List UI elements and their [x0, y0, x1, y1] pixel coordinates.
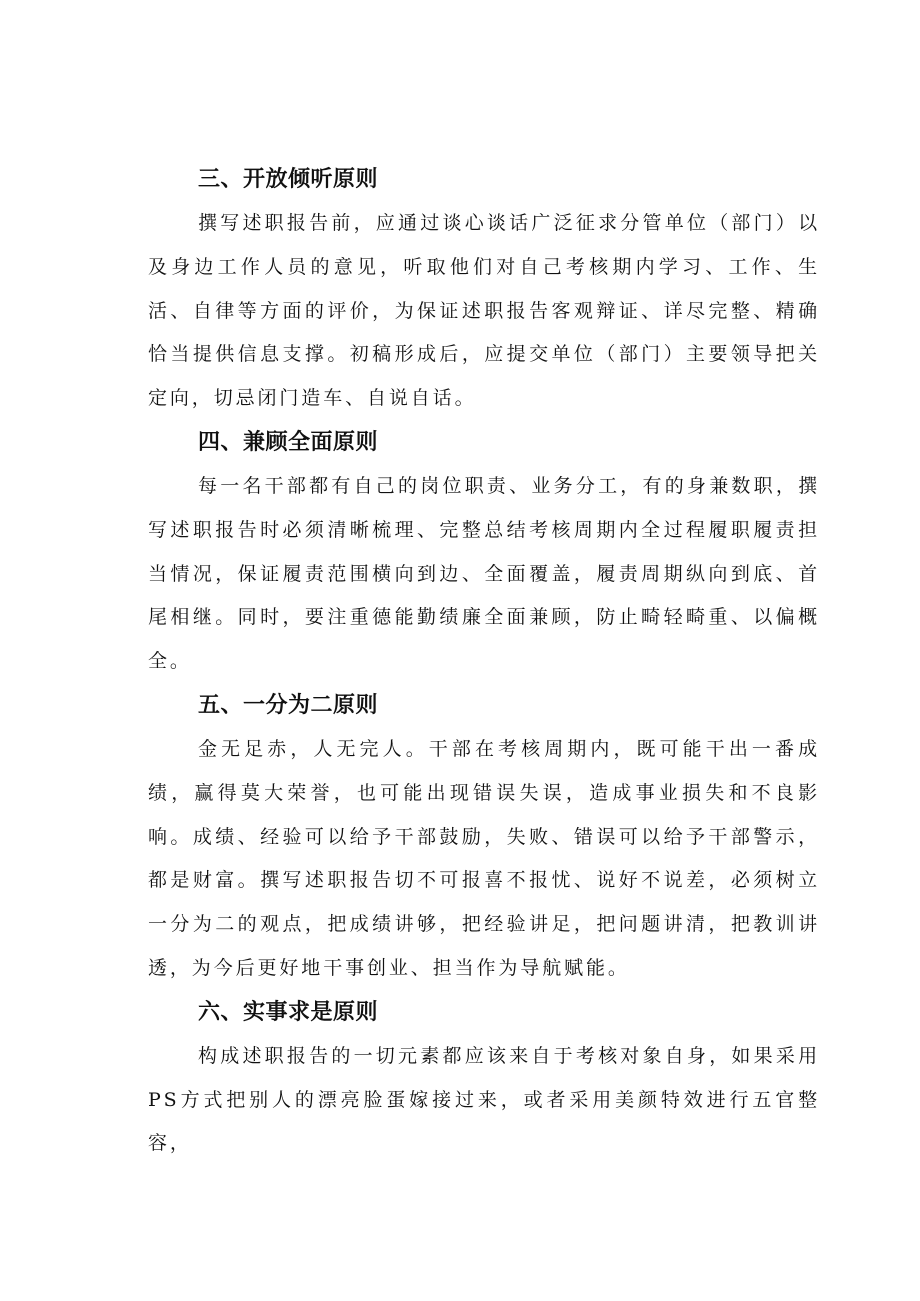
section-paragraph: 撰写述职报告前，应通过谈心谈话广泛征求分管单位（部门）以及身边工作人员的意见，听取他们对自己考核期内学习、工作、生活、自律等方面的评价，为保证述职报告客观辩证、详尽完整、精确恰当提供信息支撑。初稿形成后，应提交单位（部门）主要领导把关定向，切忌闭门造车、自说自话。	[148, 212, 820, 410]
section-paragraph: 每一名干部都有自己的岗位职责、业务分工，有的身兼数职，撰写述职报告时必须清晰梳理、完整总结考核周期内全过程履职履责担当情况，保证履责范围横向到边、全面覆盖，履责周期纵向到底、首尾相继。同时，要注重德能勤绩廉全面兼顾，防止畸轻畸重、以偏概全。	[148, 474, 820, 673]
section-dialectical	[148, 684, 820, 991]
section-heading: 四、兼顾全面原则	[198, 429, 379, 455]
document-page	[148, 158, 820, 1166]
section-truth-seeking	[148, 991, 820, 1166]
section-heading: 五、一分为二原则	[198, 692, 379, 718]
section-heading: 六、实事求是原则	[198, 999, 379, 1025]
section-paragraph: 金无足赤，人无完人。干部在考核周期内，既可能干出一番成绩，赢得莫大荣誉，也可能出现错误失误，造成事业损失和不良影响。成绩、经验可以给予干部鼓励，失败、错误可以给予干部警示，都是财富。撰写述职报告切不可报喜不报忧、说好不说差，必须树立一分为二的观点，把成绩讲够，把经验讲足，把问题讲清，把教训讲透，为今后更好地干事创业、担当作为导航赋能。	[148, 737, 820, 979]
section-open-listening	[148, 158, 820, 421]
section-comprehensive	[148, 421, 820, 684]
section-paragraph: 构成述职报告的一切元素都应该来自于考核对象自身，如果采用PS方式把别人的漂亮脸蛋嫁接过来，或者采用美颜特效进行五官整容，	[148, 1044, 820, 1155]
section-heading: 三、开放倾听原则	[198, 167, 379, 192]
